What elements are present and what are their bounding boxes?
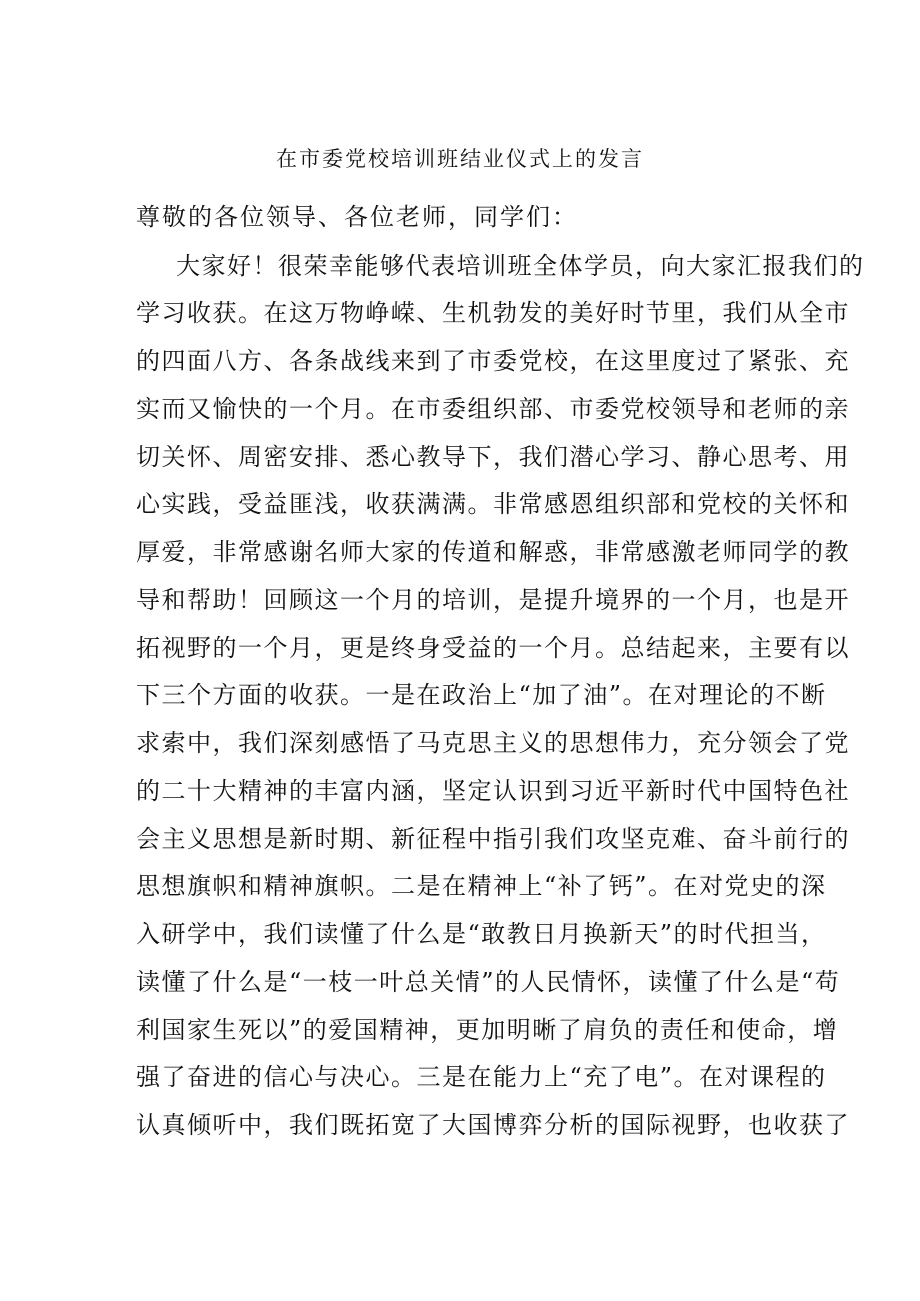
body-line: 强了奋进的信心与决心。三是在能力上“充了电”。在对课程的	[136, 1063, 827, 1091]
body-line: 心实践，受益匪浅，收获满满。非常感恩组织部和党校的关怀和	[136, 490, 850, 518]
body-line: 求索中，我们深刻感悟了马克思主义的思想伟力，充分领会了党	[136, 729, 850, 757]
body-line: 拓视野的一个月，更是终身受益的一个月。总结起来，主要有以	[136, 634, 850, 662]
body-line: 入研学中，我们读懂了什么是“敢教日月换新天”的时代担当，	[136, 920, 827, 948]
body-line: 的四面八方、各条战线来到了市委党校，在这里度过了紧张、充	[136, 347, 850, 375]
body-line: 的二十大精神的丰富内涵，坚定认识到习近平新时代中国特色社	[136, 777, 850, 805]
body-line: 利国家生死以”的爱国精神，更加明晰了肩负的责任和使命，增	[136, 1016, 839, 1044]
body-line: 学习收获。在这万物峥嵘、生机勃发的美好时节里，我们从全市	[136, 299, 850, 327]
body-line: 厚爱，非常感谢名师大家的传道和解惑，非常感激老师同学的教	[136, 538, 850, 566]
body-line: 导和帮助！回顾这一个月的培训，是提升境界的一个月，也是开	[136, 586, 850, 614]
body-line: 实而又愉快的一个月。在市委组织部、市委党校领导和老师的亲	[136, 395, 850, 423]
document-title: 在市委党校培训班结业仪式上的发言	[276, 147, 644, 171]
body-line: 下三个方面的收获。一是在政治上“加了油”。在对理论的不断	[136, 681, 827, 709]
body-line: 大家好！很荣幸能够代表培训班全体学员，向大家汇报我们的	[176, 252, 865, 280]
body-line: 认真倾听中，我们既拓宽了大国博弈分析的国际视野，也收获了	[136, 1111, 850, 1139]
salutation: 尊敬的各位领导、各位老师，同学们：	[136, 203, 578, 231]
body-line: 切关怀、周密安排、悉心教导下，我们潜心学习、静心思考、用	[136, 443, 850, 471]
body-line: 会主义思想是新时期、新征程中指引我们攻坚克难、奋斗前行的	[136, 825, 850, 853]
body-line: 思想旗帜和精神旗帜。二是在精神上“补了钙”。在对党史的深	[136, 872, 827, 900]
body-line: 读懂了什么是“一枝一叶总关情”的人民情怀，读懂了什么是“苟	[136, 968, 841, 996]
